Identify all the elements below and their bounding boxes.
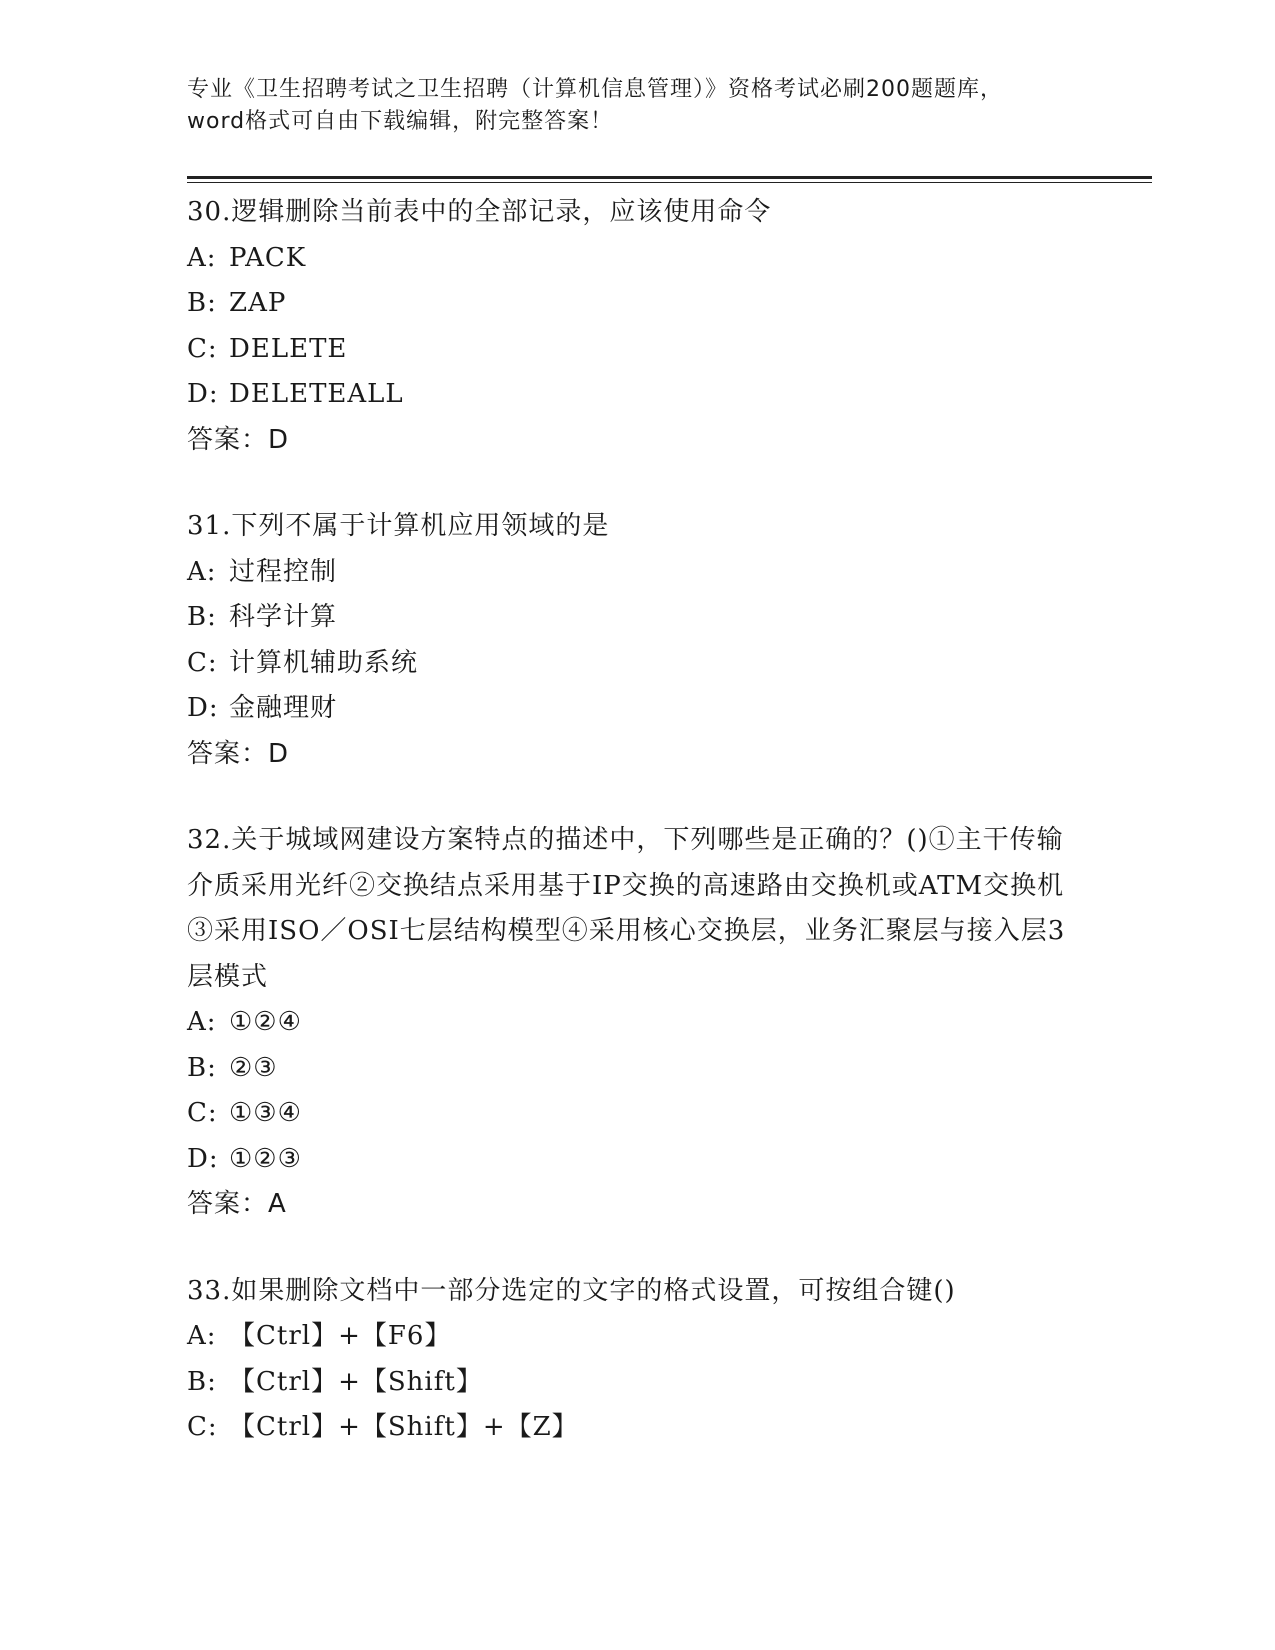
question-list bbox=[187, 190, 1087, 1492]
option-text: ①②④ bbox=[229, 1007, 302, 1037]
question-31 bbox=[187, 504, 1087, 777]
option-b bbox=[187, 1046, 1087, 1092]
option-text: ①③④ bbox=[229, 1098, 302, 1128]
option-c bbox=[187, 641, 1087, 687]
option-key: D: bbox=[187, 693, 219, 723]
option-key: A: bbox=[187, 1007, 217, 1037]
question-text: 30.逻辑删除当前表中的全部记录，应该使用命令 bbox=[187, 197, 772, 227]
question-text: 33.如果删除文档中一部分选定的文字的格式设置，可按组合键() bbox=[187, 1275, 956, 1306]
option-text: 【Ctrl】+【Shift】+【Z】 bbox=[229, 1412, 579, 1442]
option-key: D: bbox=[187, 379, 219, 409]
question-33 bbox=[187, 1269, 1087, 1451]
option-key: B: bbox=[187, 602, 217, 632]
answer: 答案：D bbox=[187, 424, 290, 455]
option-text: ①②③ bbox=[229, 1143, 302, 1174]
answer: 答案：A bbox=[187, 1189, 287, 1219]
option-key: C: bbox=[187, 333, 218, 364]
option-text: 科学计算 bbox=[229, 602, 338, 632]
option-key: D: bbox=[187, 1143, 219, 1174]
option-text: ②③ bbox=[229, 1052, 278, 1083]
option-b bbox=[187, 281, 1087, 327]
option-key: A: bbox=[187, 242, 217, 273]
header-divider-thin bbox=[187, 182, 1152, 183]
option-key: B: bbox=[187, 1366, 217, 1397]
option-c bbox=[187, 1405, 1087, 1451]
option-c bbox=[187, 1091, 1087, 1137]
option-d bbox=[187, 686, 1087, 732]
option-d bbox=[187, 372, 1087, 418]
option-text: 【Ctrl】+【F6】 bbox=[229, 1321, 452, 1351]
answer: 答案：D bbox=[187, 738, 290, 769]
option-a bbox=[187, 550, 1087, 596]
option-a bbox=[187, 236, 1087, 282]
option-key: C: bbox=[187, 1412, 218, 1442]
question-30 bbox=[187, 190, 1087, 463]
option-b bbox=[187, 595, 1087, 641]
option-b bbox=[187, 1360, 1087, 1406]
option-key: C: bbox=[187, 647, 218, 678]
header-divider-thick bbox=[187, 176, 1152, 179]
question-text: 31.下列不属于计算机应用领域的是 bbox=[187, 511, 610, 541]
option-text: 过程控制 bbox=[229, 556, 338, 587]
option-c bbox=[187, 327, 1087, 373]
option-key: A: bbox=[187, 1321, 217, 1351]
option-text: DELETEALL bbox=[229, 379, 404, 409]
option-text: PACK bbox=[229, 242, 307, 273]
option-key: A: bbox=[187, 556, 217, 587]
header-line-2: word格式可自由下载编辑，附完整答案！ bbox=[187, 109, 614, 134]
option-key: C: bbox=[187, 1098, 218, 1128]
option-a bbox=[187, 1314, 1087, 1360]
option-text: 金融理财 bbox=[229, 693, 338, 723]
question-32 bbox=[187, 818, 1087, 1228]
option-d bbox=[187, 1137, 1087, 1183]
option-text: ZAP bbox=[229, 288, 287, 318]
option-key: B: bbox=[187, 288, 217, 318]
option-a bbox=[187, 1000, 1087, 1046]
option-text: 计算机辅助系统 bbox=[229, 647, 419, 678]
question-text: 32.关于城域网建设方案特点的描述中，下列哪些是正确的？()①主干传输介质采用光纤②交换结点采用基于IP交换的高速路由交换机或ATM交换机③采用ISO／OSI七层结构模型④采用核心交换层，业务汇聚层与接入层3层模式 bbox=[187, 825, 1066, 992]
option-text: DELETE bbox=[229, 333, 348, 364]
header-line-1: 专业《卫生招聘考试之卫生招聘（计算机信息管理）》资格考试必刷200题题库， bbox=[187, 77, 1003, 102]
option-key: B: bbox=[187, 1052, 217, 1083]
option-text: 【Ctrl】+【Shift】 bbox=[229, 1366, 483, 1397]
document-header bbox=[187, 74, 1087, 138]
